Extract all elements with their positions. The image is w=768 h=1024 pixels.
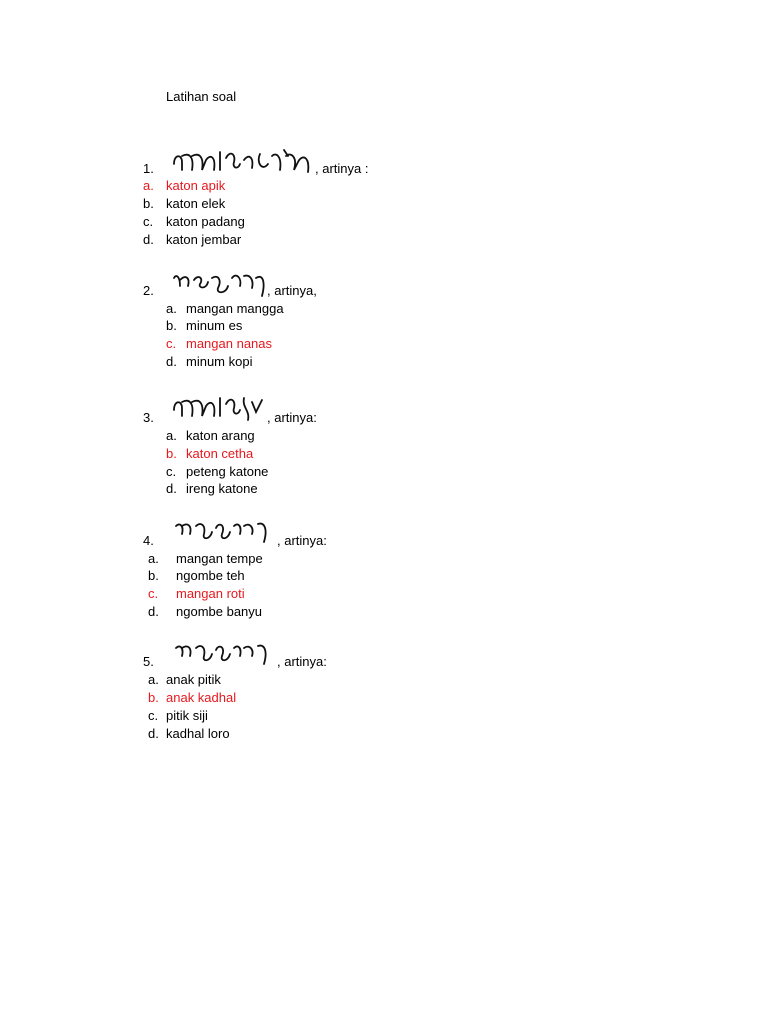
javanese-script-word [172,634,274,668]
option-letter: a. [143,178,154,193]
option-text: minum kopi [186,354,253,369]
option-letter: c. [166,336,177,351]
option-letter: b. [166,446,177,461]
option-text: ngombe teh [176,568,245,583]
option-text: minum es [186,318,243,333]
option-letter: d. [166,481,177,496]
option-text: kadhal loro [166,726,230,741]
question-prompt: , artinya : [315,161,369,176]
question-number: 1. [143,161,154,176]
question-prompt: , artinya: [277,654,327,669]
option-text: katon elek [166,196,226,211]
question-prompt: , artinya: [267,410,317,425]
option-text: pitik siji [166,708,208,723]
option-text: mangan roti [176,586,245,601]
option-letter: a. [148,672,159,687]
option-text: katon arang [186,428,255,443]
option-letter: b. [148,690,159,705]
option-letter: a. [166,428,177,443]
option-text: mangan mangga [186,301,284,316]
question-number: 2. [143,283,154,298]
question-prompt: , artinya: [277,533,327,548]
javanese-script-word [172,512,274,546]
option-letter: b. [148,568,159,583]
option-letter: b. [143,196,154,211]
question-number: 3. [143,410,154,425]
page-title: Latihan soal [166,89,237,104]
option-text: ireng katone [186,481,258,496]
option-text: anak kadhal [166,690,237,705]
option-text: katon jembar [166,232,242,247]
question-prompt: , artinya, [267,283,317,298]
javanese-script-word [170,142,315,176]
question-number: 5. [143,654,154,669]
option-text: ngombe banyu [176,604,263,619]
option-letter: d. [148,604,159,619]
question-number: 4. [143,533,154,548]
option-text: mangan tempe [176,551,263,566]
option-letter: b. [166,318,177,333]
option-text: peteng katone [186,464,269,479]
option-text: katon padang [166,214,245,229]
option-letter: c. [148,586,159,601]
option-text: mangan nanas [186,336,273,351]
option-text: katon apik [166,178,226,193]
option-letter: c. [166,464,177,479]
option-text: anak pitik [166,672,221,687]
option-letter: c. [148,708,159,723]
option-letter: a. [166,301,177,316]
option-letter: c. [143,214,154,229]
option-letter: d. [148,726,159,741]
javanese-script-word [170,388,268,422]
option-letter: a. [148,551,159,566]
option-text: katon cetha [186,446,254,461]
javanese-script-word [170,264,268,298]
option-letter: d. [166,354,177,369]
option-letter: d. [143,232,154,247]
